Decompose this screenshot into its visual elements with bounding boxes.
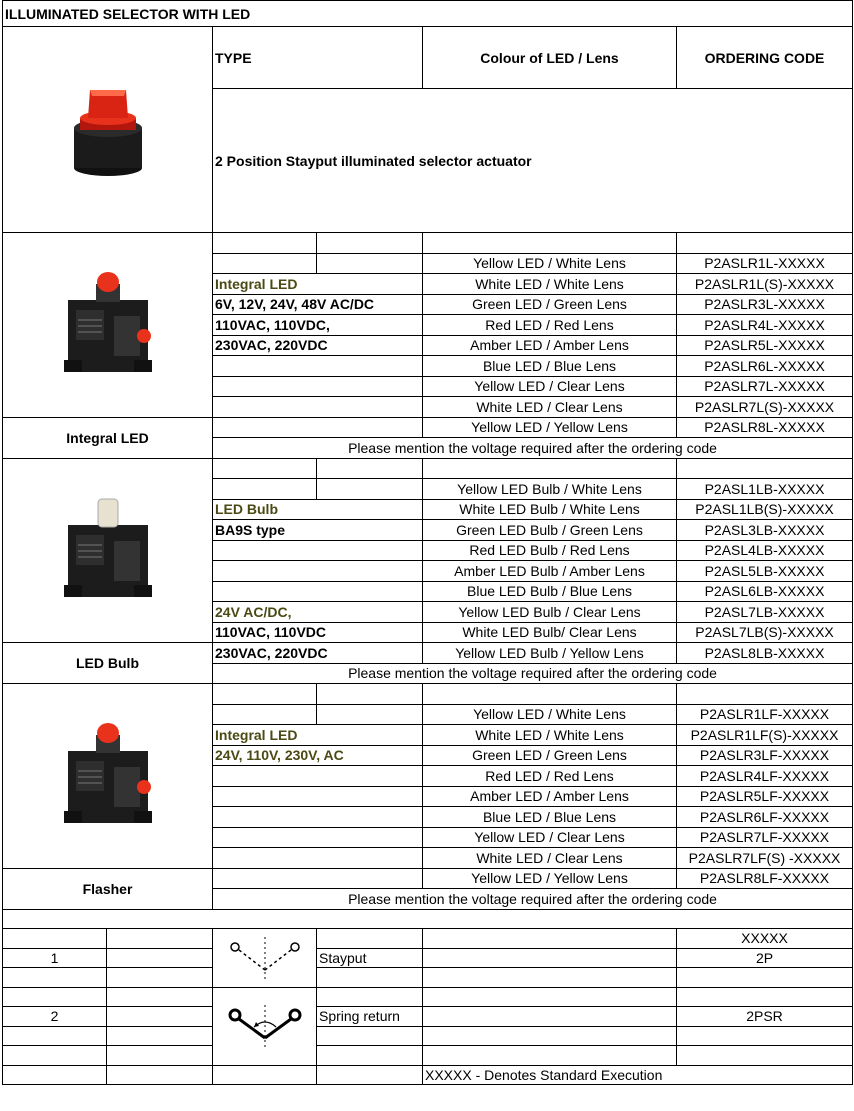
type-label: 6V, 12V, 24V, 48V AC/DC bbox=[213, 294, 423, 315]
ordering-code-cell: P2ASLR8LF-XXXXX bbox=[677, 868, 853, 889]
type-label bbox=[213, 827, 423, 848]
table-row bbox=[3, 868, 853, 889]
section-image bbox=[3, 233, 213, 418]
table-row bbox=[3, 684, 853, 705]
standard-execution-note: XXXXX - Denotes Standard Execution bbox=[423, 1065, 853, 1085]
type-label: BA9S type bbox=[213, 520, 423, 541]
type-cell bbox=[213, 684, 317, 705]
type-label bbox=[213, 561, 423, 582]
spring-return-symbol-icon bbox=[220, 1005, 310, 1047]
colour-cell: White LED / Clear Lens bbox=[423, 848, 677, 869]
table-row bbox=[3, 948, 853, 968]
position-name: Stayput bbox=[317, 948, 423, 968]
empty-cell bbox=[107, 1046, 213, 1066]
ordering-code-cell: P2ASL5LB-XXXXX bbox=[677, 561, 853, 582]
type-label bbox=[213, 417, 423, 438]
empty-cell bbox=[423, 1046, 677, 1066]
empty-cell bbox=[317, 1065, 423, 1085]
empty-cell bbox=[107, 968, 213, 988]
ordering-code-cell: P2ASL1LB(S)-XXXXX bbox=[677, 499, 853, 520]
position-code: 2P bbox=[677, 948, 853, 968]
empty-cell bbox=[3, 929, 107, 949]
position-number: 2 bbox=[3, 1007, 107, 1027]
type-label: 230VAC, 220VDC bbox=[213, 643, 423, 664]
page-title: ILLUMINATED SELECTOR WITH LED bbox=[3, 1, 853, 27]
empty-cell bbox=[107, 1065, 213, 1085]
type-label bbox=[213, 786, 423, 807]
colour-cell: Yellow LED Bulb / White Lens bbox=[423, 479, 677, 500]
ordering-code-cell: P2ASLR5L-XXXXX bbox=[677, 335, 853, 356]
table-row bbox=[3, 1046, 853, 1066]
ordering-code-cell: P2ASLR7LF-XXXXX bbox=[677, 827, 853, 848]
integral-led-module-icon bbox=[58, 260, 158, 390]
actuator-description: 2 Position Stayput illuminated selector actuator bbox=[213, 89, 853, 233]
section-image bbox=[3, 458, 213, 643]
colour-cell: Red LED / Red Lens bbox=[423, 315, 677, 336]
ordering-code-cell: P2ASL8LB-XXXXX bbox=[677, 643, 853, 664]
ordering-code-cell: P2ASLR7L-XXXXX bbox=[677, 376, 853, 397]
ordering-code-cell: P2ASLR1LF(S)-XXXXX bbox=[677, 725, 853, 746]
colour-cell: Yellow LED / Yellow Lens bbox=[423, 868, 677, 889]
ordering-code-cell: P2ASLR8L-XXXXX bbox=[677, 417, 853, 438]
empty-cell bbox=[107, 1026, 213, 1046]
ordering-code-cell: P2ASL1LB-XXXXX bbox=[677, 479, 853, 500]
ordering-code-cell: P2ASLR5LF-XXXXX bbox=[677, 786, 853, 807]
selector-actuator-icon bbox=[68, 80, 148, 180]
type-cell bbox=[317, 704, 423, 725]
type-cell bbox=[317, 479, 423, 500]
position-code: 2PSR bbox=[677, 1007, 853, 1027]
colour-cell: Yellow LED / Yellow Lens bbox=[423, 417, 677, 438]
colour-cell bbox=[423, 458, 677, 479]
section-caption: Integral LED bbox=[3, 417, 213, 458]
ordering-code-cell: P2ASL7LB(S)-XXXXX bbox=[677, 622, 853, 643]
section-caption: Flasher bbox=[3, 868, 213, 909]
type-cell bbox=[317, 458, 423, 479]
colour-cell bbox=[423, 684, 677, 705]
empty-cell bbox=[107, 948, 213, 968]
ordering-code-cell: P2ASLR1L-XXXXX bbox=[677, 253, 853, 274]
voltage-note: Please mention the voltage required after the ordering code bbox=[213, 438, 853, 459]
spacer-row bbox=[3, 909, 853, 929]
type-label bbox=[213, 376, 423, 397]
type-label: 24V AC/DC, bbox=[213, 602, 423, 623]
ordering-code-cell bbox=[677, 458, 853, 479]
voltage-note: Please mention the voltage required after the ordering code bbox=[213, 663, 853, 684]
stayput-symbol bbox=[213, 929, 317, 988]
led-bulb-module-icon bbox=[58, 485, 158, 615]
colour-cell: Amber LED / Amber Lens bbox=[423, 786, 677, 807]
empty-cell bbox=[213, 1065, 317, 1085]
empty-cell bbox=[3, 1026, 107, 1046]
colour-cell: Blue LED Bulb / Blue Lens bbox=[423, 581, 677, 602]
colour-cell: White LED / White Lens bbox=[423, 725, 677, 746]
spring-return-symbol bbox=[213, 987, 317, 1065]
colour-cell: Green LED Bulb / Green Lens bbox=[423, 520, 677, 541]
type-cell bbox=[317, 233, 423, 254]
selector-spec-sheet bbox=[2, 0, 853, 1085]
section-image bbox=[3, 684, 213, 869]
colour-cell: Amber LED / Amber Lens bbox=[423, 335, 677, 356]
ordering-code-cell: P2ASL7LB-XXXXX bbox=[677, 602, 853, 623]
position-name: Spring return bbox=[317, 1007, 423, 1027]
ordering-code-cell: P2ASLR1LF-XXXXX bbox=[677, 704, 853, 725]
colour-cell: White LED Bulb/ Clear Lens bbox=[423, 622, 677, 643]
empty-cell bbox=[3, 1065, 107, 1085]
empty-cell bbox=[423, 948, 677, 968]
empty-cell bbox=[677, 1046, 853, 1066]
type-cell bbox=[213, 233, 317, 254]
type-label: 24V, 110V, 230V, AC bbox=[213, 745, 423, 766]
voltage-note: Please mention the voltage required after the ordering code bbox=[213, 889, 853, 910]
ordering-code-cell: P2ASL6LB-XXXXX bbox=[677, 581, 853, 602]
colour-cell: White LED / White Lens bbox=[423, 274, 677, 295]
ordering-code-cell bbox=[677, 684, 853, 705]
ordering-code-header: ORDERING CODE bbox=[677, 27, 853, 89]
table-row bbox=[3, 1007, 853, 1027]
empty-cell bbox=[677, 968, 853, 988]
type-label bbox=[213, 868, 423, 889]
table-row bbox=[3, 417, 853, 438]
empty-cell bbox=[107, 987, 213, 1007]
type-label bbox=[213, 766, 423, 787]
table-row bbox=[3, 909, 853, 929]
type-cell bbox=[213, 479, 317, 500]
colour-cell: Green LED / Green Lens bbox=[423, 294, 677, 315]
colour-cell: Blue LED / Blue Lens bbox=[423, 356, 677, 377]
colour-cell: Red LED / Red Lens bbox=[423, 766, 677, 787]
type-cell bbox=[317, 253, 423, 274]
selector-actuator-image bbox=[3, 27, 213, 233]
ordering-code-cell bbox=[677, 233, 853, 254]
colour-cell: Amber LED Bulb / Amber Lens bbox=[423, 561, 677, 582]
ordering-code-cell: P2ASLR7L(S)-XXXXX bbox=[677, 397, 853, 418]
ordering-code-cell: P2ASLR3LF-XXXXX bbox=[677, 745, 853, 766]
ordering-code-cell: P2ASLR3L-XXXXX bbox=[677, 294, 853, 315]
ordering-code-cell: P2ASLR1L(S)-XXXXX bbox=[677, 274, 853, 295]
integral-led-module-icon bbox=[58, 711, 158, 841]
table-row bbox=[3, 643, 853, 664]
table-row bbox=[3, 987, 853, 1007]
colour-cell: Yellow LED / Clear Lens bbox=[423, 827, 677, 848]
type-label: Integral LED bbox=[213, 725, 423, 746]
stayput-symbol-icon bbox=[220, 937, 310, 979]
colour-cell bbox=[423, 233, 677, 254]
table-row bbox=[3, 233, 853, 254]
empty-cell bbox=[423, 968, 677, 988]
colour-cell: Yellow LED / Clear Lens bbox=[423, 376, 677, 397]
colour-cell: Red LED Bulb / Red Lens bbox=[423, 540, 677, 561]
type-label: 110VAC, 110VDC bbox=[213, 622, 423, 643]
colour-cell: Yellow LED / White Lens bbox=[423, 253, 677, 274]
table-row bbox=[3, 1026, 853, 1046]
ordering-code-cell: P2ASLR6LF-XXXXX bbox=[677, 807, 853, 828]
empty-cell bbox=[677, 987, 853, 1007]
ordering-code-cell: P2ASL4LB-XXXXX bbox=[677, 540, 853, 561]
type-label bbox=[213, 397, 423, 418]
position-number: 1 bbox=[3, 948, 107, 968]
empty-cell bbox=[317, 1026, 423, 1046]
empty-cell bbox=[423, 1026, 677, 1046]
empty-cell bbox=[317, 1046, 423, 1066]
section-caption: LED Bulb bbox=[3, 643, 213, 684]
colour-cell: Yellow LED Bulb / Clear Lens bbox=[423, 602, 677, 623]
type-label bbox=[213, 540, 423, 561]
colour-cell: Yellow LED Bulb / Yellow Lens bbox=[423, 643, 677, 664]
empty-cell bbox=[317, 968, 423, 988]
empty-cell bbox=[107, 1007, 213, 1027]
type-label: Integral LED bbox=[213, 274, 423, 295]
table-row bbox=[3, 968, 853, 988]
type-header: TYPE bbox=[213, 27, 423, 89]
type-cell bbox=[213, 458, 317, 479]
colour-cell: White LED / Clear Lens bbox=[423, 397, 677, 418]
code-header: XXXXX bbox=[677, 929, 853, 949]
empty-cell bbox=[677, 1026, 853, 1046]
empty-cell bbox=[107, 929, 213, 949]
ordering-code-cell: P2ASLR4L-XXXXX bbox=[677, 315, 853, 336]
empty-cell bbox=[317, 929, 423, 949]
empty-cell bbox=[317, 987, 423, 1007]
ordering-code-cell: P2ASLR6L-XXXXX bbox=[677, 356, 853, 377]
empty-cell bbox=[3, 987, 107, 1007]
ordering-code-cell: P2ASLR4LF-XXXXX bbox=[677, 766, 853, 787]
type-label: 110VAC, 110VDC, bbox=[213, 315, 423, 336]
table-row bbox=[3, 1065, 853, 1085]
empty-cell bbox=[3, 968, 107, 988]
empty-cell bbox=[423, 1007, 677, 1027]
colour-cell: Blue LED / Blue Lens bbox=[423, 807, 677, 828]
empty-cell bbox=[423, 987, 677, 1007]
table-row bbox=[3, 929, 853, 949]
empty-cell bbox=[3, 1046, 107, 1066]
colour-header: Colour of LED / Lens bbox=[423, 27, 677, 89]
type-label: LED Bulb bbox=[213, 499, 423, 520]
table-row bbox=[3, 458, 853, 479]
colour-cell: White LED Bulb / White Lens bbox=[423, 499, 677, 520]
type-cell bbox=[213, 704, 317, 725]
ordering-code-cell: P2ASLR7LF(S) -XXXXX bbox=[677, 848, 853, 869]
type-label bbox=[213, 807, 423, 828]
type-cell bbox=[213, 253, 317, 274]
colour-cell: Green LED / Green Lens bbox=[423, 745, 677, 766]
empty-cell bbox=[423, 929, 677, 949]
colour-cell: Yellow LED / White Lens bbox=[423, 704, 677, 725]
type-label bbox=[213, 581, 423, 602]
ordering-code-cell: P2ASL3LB-XXXXX bbox=[677, 520, 853, 541]
type-label: 230VAC, 220VDC bbox=[213, 335, 423, 356]
type-cell bbox=[317, 684, 423, 705]
type-label bbox=[213, 848, 423, 869]
type-label bbox=[213, 356, 423, 377]
